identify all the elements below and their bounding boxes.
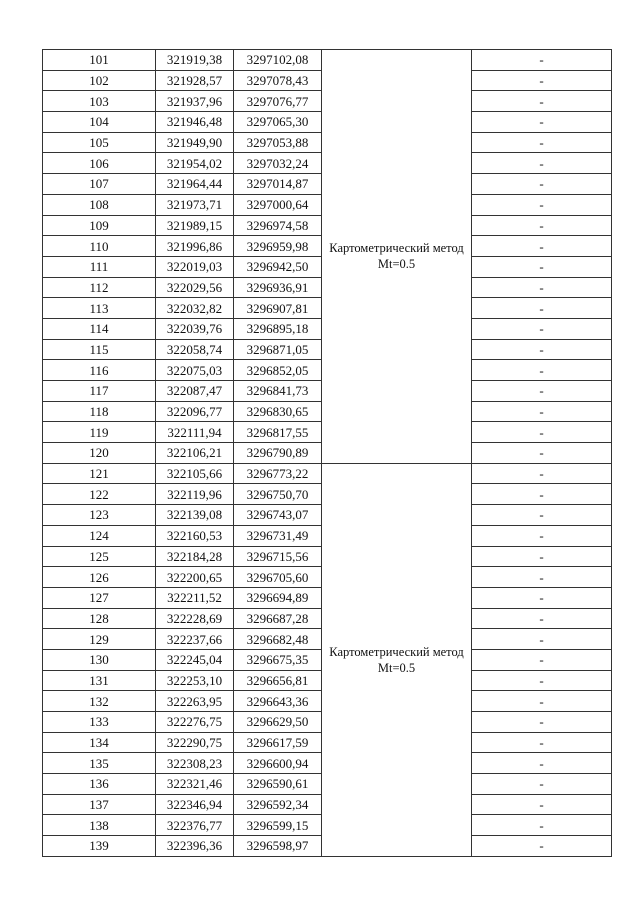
x-coordinate-cell: 322253,10 (156, 670, 234, 691)
point-number-cell: 123 (43, 505, 156, 526)
point-number-cell: 114 (43, 318, 156, 339)
point-number-cell: 124 (43, 525, 156, 546)
method-cell: Картометрический метод Mt=0.5 (322, 463, 472, 856)
x-coordinate-cell: 322263,95 (156, 691, 234, 712)
point-number-cell: 120 (43, 443, 156, 464)
method-cell: Картометрический метод Mt=0.5 (322, 50, 472, 464)
y-coordinate-cell: 3296694,89 (234, 587, 322, 608)
y-coordinate-cell: 3296590,61 (234, 774, 322, 795)
x-coordinate-cell: 322029,56 (156, 277, 234, 298)
note-cell: - (472, 401, 612, 422)
note-cell: - (472, 153, 612, 174)
y-coordinate-cell: 3296743,07 (234, 505, 322, 526)
point-number-cell: 117 (43, 381, 156, 402)
note-cell: - (472, 712, 612, 733)
note-cell: - (472, 587, 612, 608)
point-number-cell: 131 (43, 670, 156, 691)
x-coordinate-cell: 322160,53 (156, 525, 234, 546)
note-cell: - (472, 774, 612, 795)
point-number-cell: 119 (43, 422, 156, 443)
x-coordinate-cell: 322019,03 (156, 256, 234, 277)
point-number-cell: 129 (43, 629, 156, 650)
x-coordinate-cell: 322308,23 (156, 753, 234, 774)
note-cell: - (472, 794, 612, 815)
note-cell: - (472, 381, 612, 402)
x-coordinate-cell: 321989,15 (156, 215, 234, 236)
point-number-cell: 121 (43, 463, 156, 484)
note-cell: - (472, 525, 612, 546)
point-number-cell: 107 (43, 174, 156, 195)
y-coordinate-cell: 3296600,94 (234, 753, 322, 774)
point-number-cell: 134 (43, 732, 156, 753)
note-cell: - (472, 236, 612, 257)
y-coordinate-cell: 3297053,88 (234, 132, 322, 153)
x-coordinate-cell: 322290,75 (156, 732, 234, 753)
x-coordinate-cell: 322396,36 (156, 836, 234, 857)
point-number-cell: 139 (43, 836, 156, 857)
point-number-cell: 110 (43, 236, 156, 257)
point-number-cell: 138 (43, 815, 156, 836)
y-coordinate-cell: 3296830,65 (234, 401, 322, 422)
point-number-cell: 112 (43, 277, 156, 298)
x-coordinate-cell: 322184,28 (156, 546, 234, 567)
note-cell: - (472, 318, 612, 339)
note-cell: - (472, 836, 612, 857)
point-number-cell: 101 (43, 50, 156, 71)
note-cell: - (472, 732, 612, 753)
note-cell: - (472, 132, 612, 153)
note-cell: - (472, 546, 612, 567)
x-coordinate-cell: 322376,77 (156, 815, 234, 836)
y-coordinate-cell: 3296942,50 (234, 256, 322, 277)
note-cell: - (472, 50, 612, 71)
x-coordinate-cell: 322228,69 (156, 608, 234, 629)
note-cell: - (472, 174, 612, 195)
x-coordinate-cell: 321964,44 (156, 174, 234, 195)
point-number-cell: 102 (43, 70, 156, 91)
x-coordinate-cell: 322346,94 (156, 794, 234, 815)
point-number-cell: 135 (43, 753, 156, 774)
note-cell: - (472, 360, 612, 381)
point-number-cell: 128 (43, 608, 156, 629)
coordinates-table (42, 49, 612, 857)
table-row (43, 463, 612, 484)
point-number-cell: 133 (43, 712, 156, 733)
note-cell: - (472, 753, 612, 774)
y-coordinate-cell: 3296871,05 (234, 339, 322, 360)
point-number-cell: 111 (43, 256, 156, 277)
y-coordinate-cell: 3296907,81 (234, 298, 322, 319)
y-coordinate-cell: 3296617,59 (234, 732, 322, 753)
note-cell: - (472, 629, 612, 650)
y-coordinate-cell: 3297065,30 (234, 112, 322, 133)
note-cell: - (472, 422, 612, 443)
point-number-cell: 122 (43, 484, 156, 505)
note-cell: - (472, 256, 612, 277)
note-cell: - (472, 484, 612, 505)
point-number-cell: 106 (43, 153, 156, 174)
note-cell: - (472, 339, 612, 360)
y-coordinate-cell: 3296598,97 (234, 836, 322, 857)
x-coordinate-cell: 322321,46 (156, 774, 234, 795)
x-coordinate-cell: 321973,71 (156, 194, 234, 215)
point-number-cell: 127 (43, 587, 156, 608)
coordinates-table-body (43, 50, 612, 857)
point-number-cell: 104 (43, 112, 156, 133)
point-number-cell: 105 (43, 132, 156, 153)
y-coordinate-cell: 3296687,28 (234, 608, 322, 629)
note-cell: - (472, 608, 612, 629)
x-coordinate-cell: 322245,04 (156, 649, 234, 670)
x-coordinate-cell: 322105,66 (156, 463, 234, 484)
x-coordinate-cell: 322200,65 (156, 567, 234, 588)
note-cell: - (472, 70, 612, 91)
x-coordinate-cell: 322075,03 (156, 360, 234, 381)
y-coordinate-cell: 3296895,18 (234, 318, 322, 339)
y-coordinate-cell: 3296643,36 (234, 691, 322, 712)
y-coordinate-cell: 3296675,35 (234, 649, 322, 670)
point-number-cell: 137 (43, 794, 156, 815)
y-coordinate-cell: 3296974,58 (234, 215, 322, 236)
x-coordinate-cell: 321949,90 (156, 132, 234, 153)
x-coordinate-cell: 322237,66 (156, 629, 234, 650)
note-cell: - (472, 815, 612, 836)
y-coordinate-cell: 3296715,56 (234, 546, 322, 567)
x-coordinate-cell: 321996,86 (156, 236, 234, 257)
x-coordinate-cell: 321928,57 (156, 70, 234, 91)
note-cell: - (472, 112, 612, 133)
point-number-cell: 126 (43, 567, 156, 588)
y-coordinate-cell: 3297014,87 (234, 174, 322, 195)
note-cell: - (472, 463, 612, 484)
x-coordinate-cell: 322032,82 (156, 298, 234, 319)
y-coordinate-cell: 3296790,89 (234, 443, 322, 464)
y-coordinate-cell: 3296599,15 (234, 815, 322, 836)
y-coordinate-cell: 3296750,70 (234, 484, 322, 505)
y-coordinate-cell: 3296705,60 (234, 567, 322, 588)
y-coordinate-cell: 3296852,05 (234, 360, 322, 381)
note-cell: - (472, 194, 612, 215)
y-coordinate-cell: 3296959,98 (234, 236, 322, 257)
point-number-cell: 136 (43, 774, 156, 795)
note-cell: - (472, 298, 612, 319)
y-coordinate-cell: 3296773,22 (234, 463, 322, 484)
point-number-cell: 132 (43, 691, 156, 712)
y-coordinate-cell: 3296817,55 (234, 422, 322, 443)
point-number-cell: 113 (43, 298, 156, 319)
x-coordinate-cell: 321937,96 (156, 91, 234, 112)
x-coordinate-cell: 322111,94 (156, 422, 234, 443)
x-coordinate-cell: 322106,21 (156, 443, 234, 464)
point-number-cell: 108 (43, 194, 156, 215)
y-coordinate-cell: 3296592,34 (234, 794, 322, 815)
note-cell: - (472, 91, 612, 112)
note-cell: - (472, 691, 612, 712)
note-cell: - (472, 505, 612, 526)
point-number-cell: 115 (43, 339, 156, 360)
x-coordinate-cell: 322058,74 (156, 339, 234, 360)
point-number-cell: 103 (43, 91, 156, 112)
y-coordinate-cell: 3296656,81 (234, 670, 322, 691)
note-cell: - (472, 567, 612, 588)
x-coordinate-cell: 322039,76 (156, 318, 234, 339)
x-coordinate-cell: 321919,38 (156, 50, 234, 71)
y-coordinate-cell: 3296629,50 (234, 712, 322, 733)
y-coordinate-cell: 3296682,48 (234, 629, 322, 650)
note-cell: - (472, 277, 612, 298)
y-coordinate-cell: 3297078,43 (234, 70, 322, 91)
table-row (43, 50, 612, 71)
point-number-cell: 130 (43, 649, 156, 670)
point-number-cell: 109 (43, 215, 156, 236)
note-cell: - (472, 215, 612, 236)
point-number-cell: 118 (43, 401, 156, 422)
y-coordinate-cell: 3297032,24 (234, 153, 322, 174)
x-coordinate-cell: 322211,52 (156, 587, 234, 608)
x-coordinate-cell: 322276,75 (156, 712, 234, 733)
x-coordinate-cell: 322139,08 (156, 505, 234, 526)
y-coordinate-cell: 3297076,77 (234, 91, 322, 112)
x-coordinate-cell: 321954,02 (156, 153, 234, 174)
y-coordinate-cell: 3297102,08 (234, 50, 322, 71)
note-cell: - (472, 443, 612, 464)
note-cell: - (472, 670, 612, 691)
x-coordinate-cell: 321946,48 (156, 112, 234, 133)
note-cell: - (472, 649, 612, 670)
y-coordinate-cell: 3296731,49 (234, 525, 322, 546)
x-coordinate-cell: 322119,96 (156, 484, 234, 505)
point-number-cell: 116 (43, 360, 156, 381)
x-coordinate-cell: 322087,47 (156, 381, 234, 402)
y-coordinate-cell: 3296936,91 (234, 277, 322, 298)
y-coordinate-cell: 3297000,64 (234, 194, 322, 215)
point-number-cell: 125 (43, 546, 156, 567)
y-coordinate-cell: 3296841,73 (234, 381, 322, 402)
x-coordinate-cell: 322096,77 (156, 401, 234, 422)
